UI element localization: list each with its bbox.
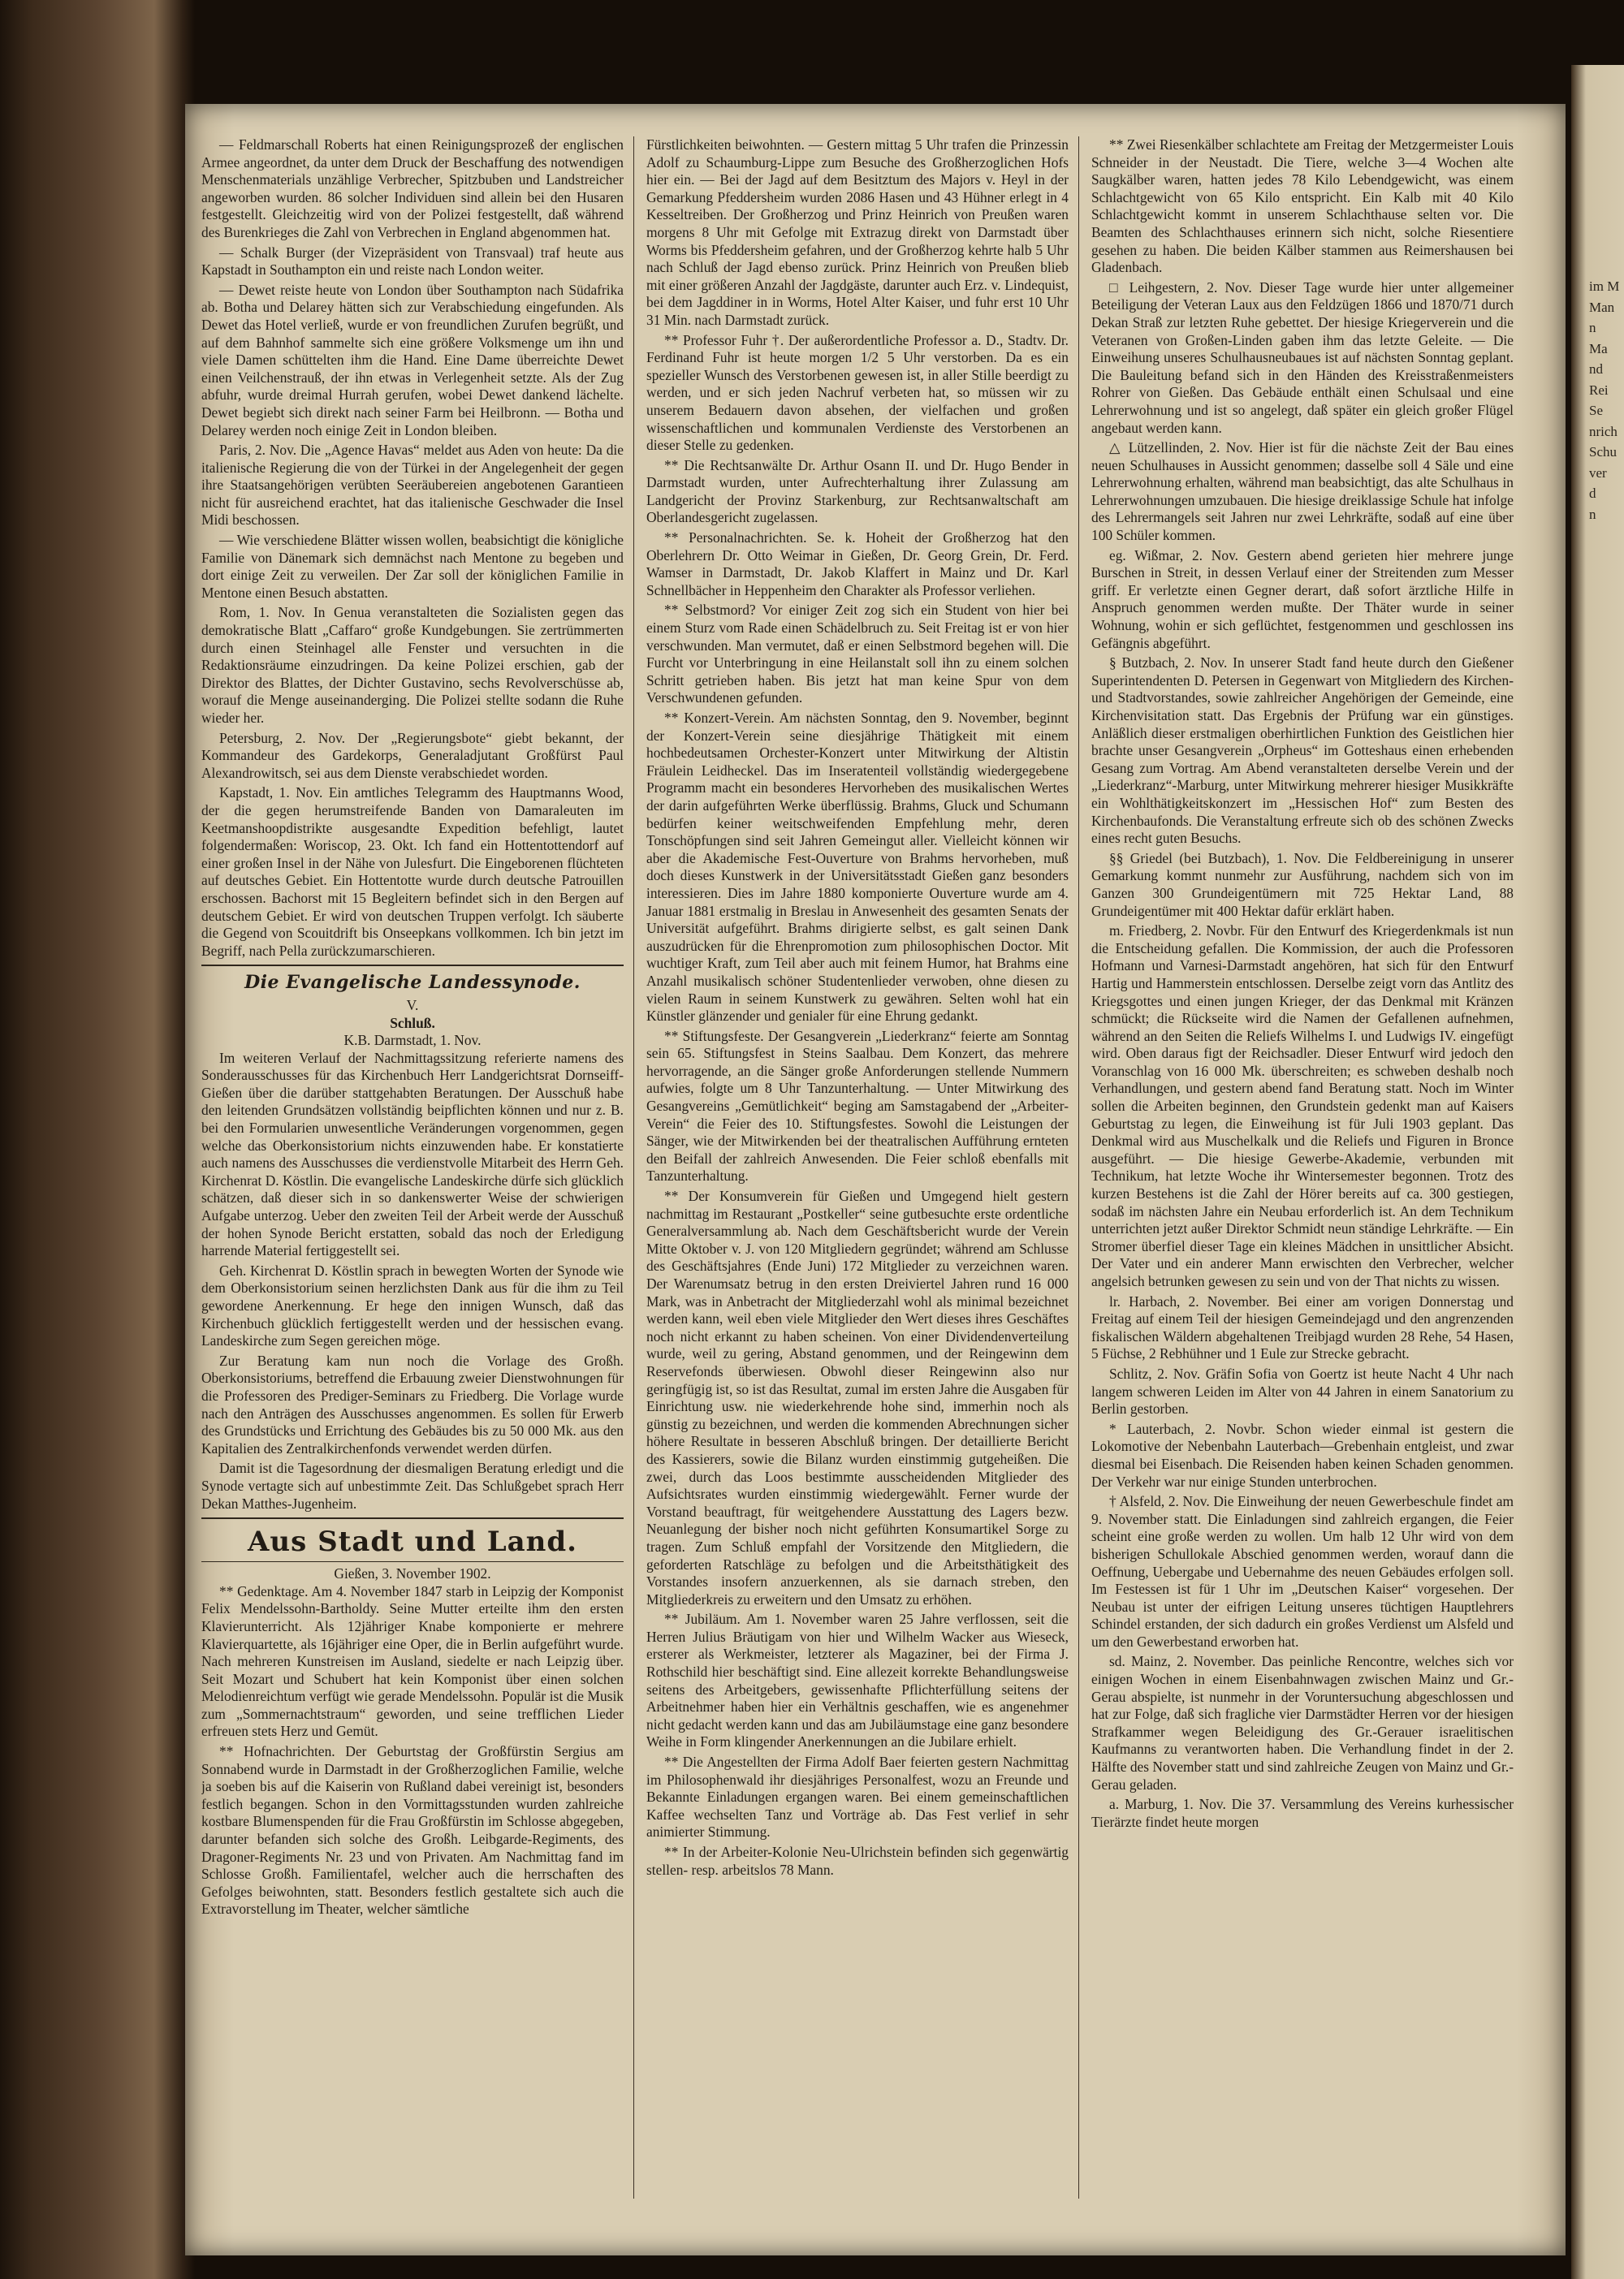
paragraph: m. Friedberg, 2. Novbr. Für den Entwurf des Kriegerdenkmals ist nun die Entscheidung gefallen. Die Kommission, der auch die Professoren Hofmann und Varnesi-Darmstadt angehören, hat sich für den Entwurf Hartig und Hammerstein entschlossen. Derselbe zeigt vorn das Antlitz des Kriegsgottes und einen jungen Krieger, der das Denkmal mit Kränzen schmückt; die Rückseite wird die Namen der Gefallenen aufnehmen, während an den Seiten die Reliefs Wilhelms I. und Ludwigs IV. eingefügt wird. Oben daraus figt der Reichsadler. Dieser Entwurf wird jedoch den Voranschlag von 16 000 Mk. überschreiten; es schweben deshalb noch Verhandlungen, und gestern abend fand Beratung statt. Noch im Winter sollen die Arbeiten beginnen, den Grundstein gedenkt man auf Kaisers Geburtstag zu legen, die Einweihung ist für Juli 1903 geplant. Das Denkmal wird aus Muschelkalk und die Reliefs und Figuren in Bronce ausgeführt. — Die hiesige Gewerbe-Akademie, verbunden mit Technikum, hat letzte Woche ihr Wintersemester begonnen. Trotz des kurzen Bestehens ist die Zahl der Hörer bereits auf ca. 300 gestiegen, sodaß im nächsten Jahre ein Neubau erforderlich ist. An dem Technikum unterrichten jetzt außer Direktor Schmidt neun ständige Lehrkräfte. — Ein Stromer überfiel dieser Tage ein kleines Mädchen in unsittlicher Absicht. Der Vater und ein anderer Mann erwischten den Verbrecher, welcher angelsich betrunken gewesen zu sein und von der That nichts zu wissen. bbox=[1091, 922, 1514, 1289]
paragraph: a. Marburg, 1. Nov. Die 37. Versammlung des Vereins kurhessischer Tierärzte findet heute morgen bbox=[1091, 1796, 1514, 1830]
paragraph: §§ Griedel (bei Butzbach), 1. Nov. Die Feldbereinigung in unserer Gemarkung kommt nunmehr zur Ausführung, nachdem sich von im Ganzen 300 Grundeigentümern mit 725 Hektar Land, 88 Grundeigentümer mit 400 Hektar dafür erklärt haben. bbox=[1091, 849, 1514, 919]
paragraph: Kapstadt, 1. Nov. Ein amtliches Telegramm des Hauptmanns Wood, der die gegen herumstreifende Banden von Damaraleuten im Keetmanshoopdistrikte ausgesandte Expedition befehligt, lautet folgendermaßen: Woriscop, 23. Okt. Ich fand ein Hottentottendorf auf einer großen Insel in der Nähe von Julesfurt. Die Eingeborenen flüchteten auf deutsches Gebiet. Ein Hottentotte wurde durch deutsche Patrouillen erschossen. Bachorst mit 15 Begleitern befindet sich in den Bergen auf deutschem Gebiet. Er wird von deutschen Truppen verfolgt. Ich säuberte die Gegend von Scouitdrift bis Onseepkans vollkommen. Ich bin jetzt im Begriff, nach Pella zurückzumarschieren. bbox=[201, 784, 624, 959]
paragraph: ** Die Angestellten der Firma Adolf Baer feierten gestern Nachmittag im Philosophenwald ihr diesjähriges Personalfest, wozu an Freunde und Bekannte Einladungen ergangen waren. Bei einem gemeinschaftlichen Kaffee wechselten Tanz und Vorträge ab. Das Fest verlief in sehr animierter Stimmung. bbox=[646, 1754, 1069, 1841]
section-divider bbox=[201, 1517, 624, 1519]
paragraph: ** Die Rechtsanwälte Dr. Arthur Osann II. und Dr. Hugo Bender in Darmstadt wurden, unter Aufrechterhaltung ihrer Zulassung am Landgericht der Provinz Starkenburg, zur Rechtsanwaltschaft am Oberlandesgericht zugelassen. bbox=[646, 456, 1069, 526]
paragraph: eg. Wißmar, 2. Nov. Gestern abend gerieten hier mehrere junge Burschen in Streit, in dessen Verlauf einer der Streitenden zum Messer griff. Er verletzte einen Gegner derart, daß sofort ärztliche Hilfe in Anspruch genommen werden mußte. Der Thäter wurde in seiner Wohnung, wohin er sich geflüchtet, festgenommen und geschlossen ins Gefängnis abgeführt. bbox=[1091, 546, 1514, 651]
adjacent-page-fragments: im M Man n Ma nd Rei Se nrich Schu ver d n bbox=[1589, 278, 1620, 522]
paragraph: Paris, 2. Nov. Die „Agence Havas“ meldet aus Aden von heute: Da die italienische Regierung die von der Türkei in der Angelegenheit der gegen ihre Staatsangehörigen verübten Seeräubereien angebotenen Garantieen nicht für ausreichend erachtet, hat das italienische Geschwader die Insel Midi beschossen. bbox=[201, 442, 624, 529]
paragraph: Rom, 1. Nov. In Genua veranstalteten die Sozialisten gegen das demokratische Blatt „Caffaro“ große Kundgebungen. Sie zertrümmerten durch einen Steinhagel alle Fenster und versuchten in die Redaktionsräume einzudringen. Da keine Polizei erschien, gab der Direktor des Blattes, der Dichter Gustavino, sechs Revolverschüsse ab, worauf die Menge auseinanderging. Die Polizei stellte sodann die Ruhe wieder her. bbox=[201, 604, 624, 726]
paragraph: ** In der Arbeiter-Kolonie Neu-Ulrichstein befinden sich gegenwärtig stellen- resp. arbeitslos 78 Mann. bbox=[646, 1844, 1069, 1878]
paragraph: — Feldmarschall Roberts hat einen Reinigungsprozeß der englischen Armee angeordnet, da unter dem Druck der Beschaffung des notwendigen Menschenmaterials unzählige Verbrecher, Spitzbuben und Landstreicher angeworben wurden. 86 solcher Individuen sind allein bei den Husaren festgestellt. Gleichzeitig wird von der Polizei festgestellt, daß während des Burenkrieges die Zahl von Verbrechen in England abgenommen hat. bbox=[201, 136, 624, 240]
stadt-land-title: Aus Stadt und Land. bbox=[248, 1526, 577, 1559]
paragraph: Schlitz, 2. Nov. Gräfin Sofia von Goertz ist heute Nacht 4 Uhr nach langem schweren Leiden im Alter von 44 Jahren in einem Sanatorium zu Berlin gestorben. bbox=[1091, 1365, 1514, 1418]
column-rule bbox=[633, 136, 634, 2199]
column-left bbox=[201, 136, 624, 2215]
paragraph: — Dewet reiste heute von London über Southampton nach Südafrika ab. Botha und Delarey hätten sich zur Verabschiedung eingefunden. Als Dewet das Hotel verließ, wurde er von freundlichen Zurufen begrüßt, und auf dem Bahnhof sammelte sich eine größere Volksmenge um ihn und viele Damen schüttelten ihm die Hand. Eine Dame überreichte Dewet einen Veilchenstrauß, der ihn etwas in Verlegenheit setzte. Als der Zug abfuhr, wurde dreimal Hurrah gerufen, wobei Dewet dankend lächelte. Dewet begiebt sich direkt nach seiner Farm bei Heilbronn. — Botha und Delarey werden noch einige Zeit in London bleiben. bbox=[201, 281, 624, 438]
paragraph: — Schalk Burger (der Vizepräsident von Transvaal) traf heute aus Kapstadt in Southampton ein und reiste nach London weiter. bbox=[201, 244, 624, 278]
paragraph: Zur Beratung kam nun noch die Vorlage des Großh. Oberkonsistoriums, betreffend die Erbauung zweier Dienstwohnungen für die Professoren des Prediger-Seminars zu Friedberg. Die Vorlage wurde nach den Anträgen des Ausschusses angenommen. Es sollen für Erwerb des Grundstücks und Errichtung des Gebäudes bis zu 50 000 Mk. aus den Kapitalien des Zentralkirchenfonds verwendet werden dürfen. bbox=[201, 1352, 624, 1457]
column-rule bbox=[1078, 136, 1079, 2199]
synode-subtitle: Schluß. bbox=[390, 1014, 435, 1031]
adjacent-page-edge bbox=[1571, 65, 1624, 2279]
synode-number: V. bbox=[406, 996, 419, 1013]
paragraph: ** Professor Fuhr †. Der außerordentliche Professor a. D., Stadtv. Dr. Ferdinand Fuhr ist heute morgen 1/2 5 Uhr verstorben. Da es ein spezieller Wunsch des Verstorbenen gewesen ist, in aller Stille beerdigt zu werden, und er sich jeden Nachruf verbeten hat, so müssen wir zu unserem Bedauern davon absehen, der vielfachen und großen wissenschaftlichen und kommunalen Verdienste des Verstorbenen an dieser Stelle zu gedenken. bbox=[646, 331, 1069, 454]
stadt-land-dateline: Gießen, 3. November 1902. bbox=[334, 1565, 491, 1582]
column-middle bbox=[646, 136, 1069, 2215]
paragraph: lr. Harbach, 2. November. Bei einer am vorigen Donnerstag und Freitag auf einem Teil der hiesigen Gemeindejagd und den angrenzenden fiskalischen Wäldern abgehaltenen Treibjagd wurden 28 Rehe, 54 Hasen, 5 Füchse, 2 Rebhühner und 1 Eule zur Strecke gebracht. bbox=[1091, 1293, 1514, 1362]
paragraph: Geh. Kirchenrat D. Köstlin sprach in bewegten Worten der Synode wie dem Oberkonsistorium seinen herzlichsten Dank aus für die ihm zu Teil gewordene Anerkennung. Er hege den innigen Wunsch, daß das Kirchenbuch glücklich fertiggestellt werden und der hessischen evang. Landeskirche zum Segen gereichen möge. bbox=[201, 1262, 624, 1349]
paragraph: — Wie verschiedene Blätter wissen wollen, beabsichtigt die königliche Familie von Dänemark sich demnächst nach Mentone zu begeben und dort einige Zeit zu verweilen. Der Zar soll der königlichen Familie in Mentone einen Besuch abstatten. bbox=[201, 532, 624, 601]
paragraph: sd. Mainz, 2. November. Das peinliche Rencontre, welches sich vor einigen Wochen in einem Eisenbahnwagen zwischen Mainz und Gr.-Gerau abspielte, ist nunmehr in der Voruntersuchung abgeschlossen und hat zur Folge, daß sich fragliche vier Darmstädter Herren vor der hiesigen Strafkammer wegen Beleidigung des Gr.-Gerauer israelitischen Kaufmanns zu verantworten haben. Die Verhandlung findet in der 2. Hälfte des November statt und sind zahlreiche Zeugen von Mainz und Gr.-Gerau geladen. bbox=[1091, 1653, 1514, 1793]
paragraph: ** Gedenktage. Am 4. November 1847 starb in Leipzig der Komponist Felix Mendelssohn-Bartholdy. Seine Mutter erteilte ihm den ersten Klavierunterricht. Als 12jähriger Knabe komponierte er mehrere Klavierquartette, als 16jähriger eine Oper, die in Berlin aufgeführt wurde. Nach mehreren Kunstreisen im Ausland, siedelte er nach Leipzig über. Seit Mozart und Schubert hat kein Komponist über einen solchen Melodienreichtum verfügt wie gerade Mendelssohn. Populär ist die Musik zum „Sommernachtstraum“ geworden, und seine trefflichen Lieder erfreuen stets Herz und Gemüt. bbox=[201, 1582, 624, 1740]
paragraph: Petersburg, 2. Nov. Der „Regierungsbote“ giebt bekannt, der Kommandeur des Gardekorps, Generaladjutant Großfürst Paul Alexandrowitsch, sei aus dem Dienste verabschiedet worden. bbox=[201, 729, 624, 781]
paragraph: ** Personalnachrichten. Se. k. Hoheit der Großherzog hat den Oberlehrern Dr. Otto Weimar in Gießen, Dr. Georg Grein, Dr. Ferd. Wamser in Darmstadt, Dr. Jakob Klaffert in Mainz und Dr. Karl Schnellbächer in Heppenheim den Charakter als Professor verliehen. bbox=[646, 529, 1069, 598]
paragraph: ** Zwei Riesenkälber schlachtete am Freitag der Metzgermeister Louis Schneider in der Neustadt. Die Tiere, welche 3—4 Wochen alte Saugkälber waren, hatten jedes 78 Kilo Lebendgewicht, was einem Schlachtgewicht von 65 Kilo entspricht. Ein Kalb mit 40 Kilo Schlachtgewicht kommt in unserem Schlachthause selten vor. Die Beamten des Schlachthauses erinnern sich nicht, solche Riesentiere gesehen zu haben. Die beiden Kälber stammen aus Reimershausen bei Gladenbach. bbox=[1091, 136, 1514, 276]
section-divider bbox=[201, 1561, 624, 1562]
paragraph: § Butzbach, 2. Nov. In unserer Stadt fand heute durch den Gießener Superintendenten D. Petersen in Gegenwart von Mitgliedern des Kirchen- und Stadtvorstandes, sowie zahlreicher Angehörigen der Gemeinde, eine Kirchenvisitation statt. Das Ergebnis der Prüfung war ein günstiges. Anläßlich dieser erstmaligen oberhirtlichen Funktion des Geistlichen hier brachte unser Gesangverein „Orpheus“ im Gotteshaus einen erhebenden Gesang zum Vortrag. Am Abend veranstalteten derselbe Verein und der „Liederkranz“-Marburg, unter Mitwirkung mehrerer hiesiger Musikkräfte ein Wohlthätigkeitskonzert im „Hessischen Hof“ zum Besten des Kirchenbaufonds. Die Veranstaltung erfreute sich ob des schönen Zwecks eines recht guten Besuchs. bbox=[1091, 654, 1514, 847]
paragraph: ** Selbstmord? Vor einiger Zeit zog sich ein Student von hier bei einem Sturz vom Rade einen Schädelbruch zu. Seit Freitag ist er von hier verschwunden. Man vermutet, daß er einen Selbstmord begehen will. Die Furcht vor Unterbringung in eine Heilanstalt soll ihn zu einem solchen Schritt getrieben haben. Bis jetzt hat man keine Spur von dem Verschwundenen gefunden. bbox=[646, 602, 1069, 706]
paragraph: Damit ist die Tagesordnung der diesmaligen Beratung erledigt und die Synode vertagte sich auf unbestimmte Zeit. Das Schlußgebet sprach Herr Dekan Matthes-Jugenheim. bbox=[201, 1460, 624, 1512]
paragraph: Im weiteren Verlauf der Nachmittagssitzung referierte namens des Sonderausschusses für das Kirchenbuch Herr Landgerichtsrat Dornseiff-Gießen über die darüber stattgehabten Beratungen. Der Ausschuß habe den leitenden Grundsätzen vollständig beipflichten können und nur z. B. bei den Formularien unwesentliche Veränderungen vorgenommen, gegen welche das Oberkonsistorium nichts einzuwenden habe. Er konstatierte auch namens des Ausschusses die verdienstvolle Mitarbeit des Herrn Geh. Kirchenrat D. Köstlin. Die evangelische Landeskirche dürfe sich glücklich schätzen, daß dieser sich in so dankenswerter Weise der schwierigen Aufgabe unterzog. Ueber den zweiten Teil der Arbeit werde der Ausschuß der hohen Synode Bericht erstatten, sobald das noch der Erledigung harrende Material fertiggestellt sei. bbox=[201, 1049, 624, 1259]
column-right bbox=[1091, 136, 1514, 2215]
synode-dateline: K.B. Darmstadt, 1. Nov. bbox=[343, 1032, 482, 1049]
paragraph: △ Lützellinden, 2. Nov. Hier ist für die nächste Zeit der Bau eines neuen Schulhauses in Aussicht genommen; dasselbe soll 4 Säle und eine Lehrerwohnung erhalten, während man beabsichtigt, das alte Schulhaus in Lehrerwohnungen umzubauen. Die hiesige dreiklassige Schule hat infolge des Lehrermangels seit Jahren nur zwei Lehrkräfte, sodaß auf eine über 100 Schüler kommen. bbox=[1091, 439, 1514, 544]
paragraph: * Lauterbach, 2. Novbr. Schon wieder einmal ist gestern die Lokomotive der Nebenbahn Lauterbach—Grebenhain entgleist, und zwar diesmal bei Eisenbach. Die Reisenden haben keinen Schaden genommen. Der Verkehr war nur einige Stunden unterbrochen. bbox=[1091, 1420, 1514, 1490]
paragraph: Fürstlichkeiten beiwohnten. — Gestern mittag 5 Uhr trafen die Prinzessin Adolf zu Schaumburg-Lippe zum Besuche des Großherzoglichen Hofs hier ein. — Bei der Jagd auf dem Besitztum des Majors v. Heyl in der Gemarkung Pfeddersheim wurden 2086 Hasen und 43 Hühner erlegt in 4 Kesseltreiben. Der Großherzog und Prinz Heinrich von Preußen waren morgens 8 Uhr mit Gefolge mit Extrazug direkt von Darmstadt über Worms bis Pfeddersheim gefahren, und der Großherzog kehrte halb 5 Uhr nach Schluß der Jagd ebenso zurück. Prinz Heinrich von Preußen blieb mit einer größeren Anzahl der Jagdgäste, darunter auch Erz. v. Lindequist, bei dem Jagddiner in in Worms, Hotel Alter Kaiser, und fuhr erst 10 Uhr 31 Min. nach Darmstadt zurück. bbox=[646, 136, 1069, 328]
paragraph: ** Der Konsumverein für Gießen und Umgegend hielt gestern nachmittag im Restaurant „Postkeller“ seine gutbesuchte erste ordentliche Generalversammlung ab. Nach dem Geschäftsbericht wurde der Verein Mitte Oktober v. J. von 120 Mitgliedern gegründet; während am Schlusse des Geschäftsjahres (Ende Juni) 172 Mitglieder zu verzeichnen waren. Der Warenumsatz betrug in den ersten Dreiviertel Jahren rund 16 000 Mark, was in Anbetracht der Mitgliederzahl wohl als minimal bezeichnet werden kann, weil eben viele Mitglieder den Wert dieses ihres Geschäftes noch nicht erkannt zu haben scheinen. Von einer Dividendenverteilung wurde, weil zu gering, Abstand genommen, und der Reingewinn dem Reservefonds überwiesen. Obwohl dieser Reingewinn also nur geringfügig ist, so ist das Resultat, zumal im ersten Jahre die Ausgaben für Einrichtung usw. nie wiederkehrende hohe sind, immerhin noch als günstig zu bezeichnen, und werden die kommenden Abrechnungen sicher höhere Resultate in besseren Abschluß bringen. Der detaillierte Bericht des Kassierers, sowie die Bilanz wurden einstimmig gutgeheißen. Die zwei, durch das Loos bestimmte ausscheidenden Mitglieder des Aufsichtsrates wurden einstimmig wiedergewählt. Ferner wurde der Vorstand beauftragt, für weitgehendere Ausstattung des Lagers bezw. Neuanlegung der bisher noch nicht geführten Konsumartikel Sorge zu tragen. Zum Schluß empfahl der Vorsitzende den Mitgliedern, die geforderten Ratschläge zu befolgen und die Arbeitsthätigkeit des Vorstandes insofern anzuerkennen, als sie darnach streben, den Mitgliederkreis zu erweitern und den Umsatz zu erhöhen. bbox=[646, 1188, 1069, 1608]
paragraph: □ Leihgestern, 2. Nov. Dieser Tage wurde hier unter allgemeiner Beteiligung der Veteran Laux aus den Feldzügen 1866 und 1870/71 durch Dekan Straß zur letzten Ruhe gebettet. Der hiesige Kriegerverein und die Veteranen von Großen-Linden gaben ihm das letzte Geleite. — Die Einweihung unseres Schulhausneubaues ist auf nächsten Sonntag geplant. Die Bauleitung befand sich in den Händen des Kreisstraßenmeisters Rohrer von Gießen. Das Gebäude enthält einen Schulsaal und eine Lehrerwohnung und ist so angelegt, daß später ein gleich großer Flügel angebaut werden kann. bbox=[1091, 278, 1514, 436]
paragraph: ** Konzert-Verein. Am nächsten Sonntag, den 9. November, beginnt der Konzert-Verein seine diesjährige Thätigkeit mit einem hochbedeutsamen Orchester-Konzert unter Mitwirkung der Altistin Fräulein Leidheckel. Das im Inseratenteil vollständig wiedergegebene Programm macht ein besonderes Hervorheben des musikalischen Wertes der darin aufgeführten Werke überflüssig. Brahms, Gluck und Schumann bedürfen keiner weitschweifenden Empfehlung mehr, deren Tonschöpfungen sind seit Jahren Gemeingut aller. Vielleicht können wir aber die Akademische Fest-Ouverture von Brahms hervorheben, muß doch dieses Kunstwerk in der Universitätsstadt Gießen ganz besonders interessieren. Dies im Jahre 1880 komponierte Ouverture wurde am 4. Januar 1881 erstmalig in Breslau in Anwesenheit des gesamten Senats der Universität aufgeführt. Brahms dirigierte selbst, es galt seinen Dank auszudrücken für die Ehrenpromotion zum philosophischen Doctor. Mit wuchtiger Kraft, zum Teil aber auch mit feinem Humor, hat Brahms eine Anzahl musikalisch schöner Studentenlieder verwoben, ohne diesen zu vielen Raum in seinem Kunstwerk zu gewähren. Selten wohl hat ein Künstler glänzender und genialer für eine Ehrung gedankt. bbox=[646, 710, 1069, 1025]
paragraph: † Alsfeld, 2. Nov. Die Einweihung der neuen Gewerbeschule findet am 9. November statt. Die Einladungen sind zahlreich ergangen, die Feier scheint eine große werden zu wollen. Um halb 12 Uhr wird von dem bisherigen Schullokale Abschied genommen werden, worauf dann die Oeffnung, Uebergabe und Uebernahme des neuen Gebäudes erfolgen soll. Im Festessen ist für 1 Uhr im „Deutschen Kaiser“ vorgesehen. Der Neubau ist unter der eifrigen Leitung unseres tüchtigen Hauptlehrers Schindel erstanden, der sich dadurch ein großes Verdienst um Alsfeld und um den Gewerbestand erworben hat. bbox=[1091, 1493, 1514, 1650]
synode-title: Die Evangelische Landessynode. bbox=[244, 972, 581, 994]
paragraph: ** Stiftungsfeste. Der Gesangverein „Liederkranz“ feierte am Sonntag sein 65. Stiftungsfest in Steins Saalbau. Dem Konzert, das mehrere hervorragende, an die Sänger große Anforderungen stellende Nummern aufwies, folgte um 8 Uhr Tanzunterhaltung. — Unter Mitwirkung des Gesangvereins „Gemütlichkeit“ beging am Samstagabend der „Arbeiter-Verein“ die Feier des 10. Stiftungsfestes. Sowohl die Leistungen der Sänger, wie der Mitwirkenden bei der theatralischen Aufführung ernteten den Beifall der zahlreich Anwesenden. Die Feier schloß ebenfalls mit Tanzunterhaltung. bbox=[646, 1027, 1069, 1185]
paragraph: ** Jubiläum. Am 1. November waren 25 Jahre verflossen, seit die Herren Julius Bräutigam von hier und Wilhelm Wacker aus Wieseck, ersterer als Werkmeister, letzterer als Magaziner, bei der Firma J. Rothschild hier beschäftigt sind. Eine allezeit korrekte Behandlungsweise seitens des Arbeitgebers, gewissenhafte Pflichterfüllung seitens der Arbeitnehmer haben hier ein Verhältnis geschaffen, wie es angenehmer nicht gedacht werden kann und das am Jubiläumstage eine ganz besondere Weihe in Form klingender Anerkennungen an die Jubilare erhielt. bbox=[646, 1611, 1069, 1750]
section-divider bbox=[201, 965, 624, 966]
paragraph: ** Hofnachrichten. Der Geburtstag der Großfürstin Sergius am Sonnabend wurde in Darmstadt in der Großherzoglichen Familie, welche ja soeben bis auf die Kaiserin von Rußland dabei vereinigt ist, besonders festlich begangen. Schon in den Vormittagsstunden wurden zahlreiche kostbare Blumenspenden für die Frau Großfürstin im Schlosse abgegeben, darunter befanden sich solche des Großh. Leibgarde-Regiments, des Dragoner-Regiments Nr. 23 und von Privaten. Am Nachmittag fand im Schlosse Großh. Familientafel, welcher auch die herrschaften des Gefolges beiwohnten, statt. Besonders festlich gestaltete sich auch die Extravorstellung im Theater, welcher sämtliche bbox=[201, 1743, 624, 1918]
newspaper-page bbox=[185, 104, 1566, 2255]
